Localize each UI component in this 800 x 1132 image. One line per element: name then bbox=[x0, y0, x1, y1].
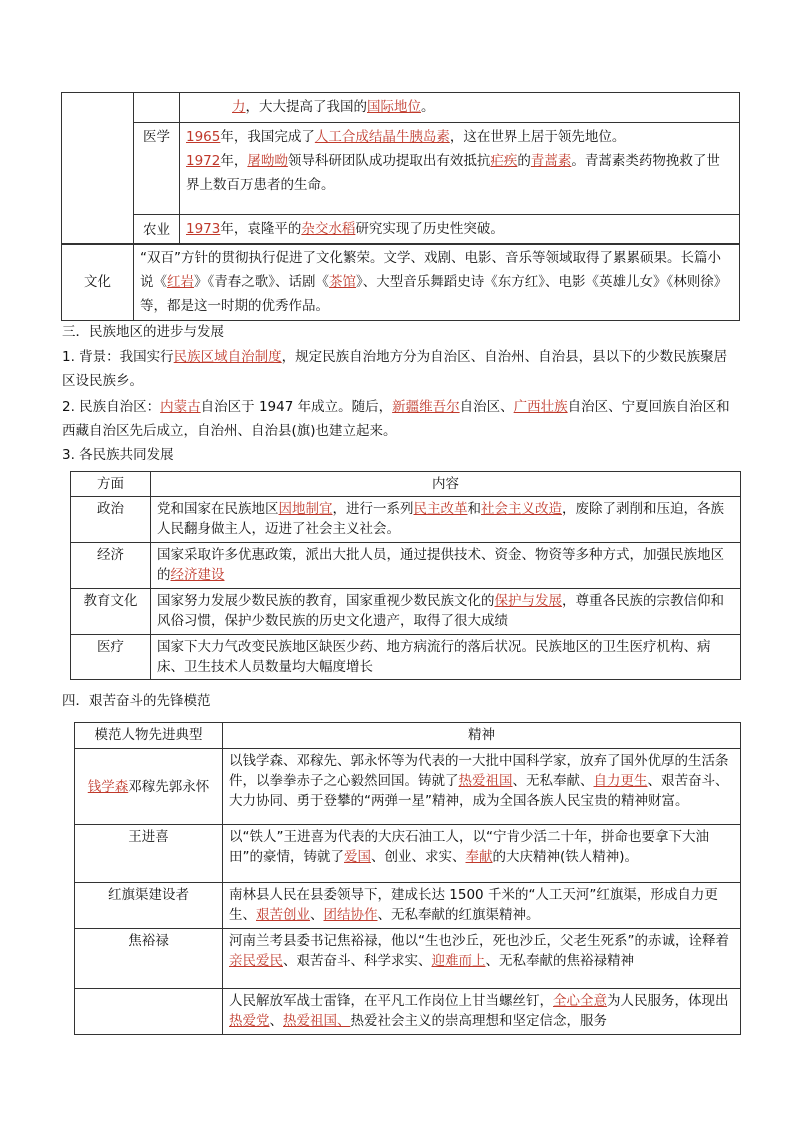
field-cell: 医学 bbox=[134, 123, 180, 215]
text-run: 焦裕禄 bbox=[128, 933, 169, 949]
text-run: 、无私奉献、 bbox=[512, 773, 594, 789]
highlighted-term: 爱国 bbox=[344, 849, 371, 865]
highlighted-term: 红岩 bbox=[167, 274, 194, 290]
aspect-cell: 政治 bbox=[71, 497, 151, 543]
rich-cell bbox=[75, 883, 223, 929]
text-run: 和 bbox=[467, 501, 481, 517]
highlighted-term: 1965 bbox=[186, 129, 221, 145]
text-run: “双百”方针的贯彻执行促进了文化繁荣。文学、戏剧、电影、音乐等领域取得了累累硕果。长篇小说《 bbox=[140, 250, 721, 290]
highlighted-term: 热爱祖国、 bbox=[283, 1013, 351, 1029]
highlighted-term: 全心全意 bbox=[553, 993, 607, 1009]
text-run: 自治区、 bbox=[459, 399, 514, 415]
rich-cell bbox=[134, 244, 740, 321]
section-title: 三．民族地区的进步与发展 bbox=[62, 324, 224, 340]
text-run: 的 bbox=[517, 153, 531, 169]
text-run: 、 bbox=[269, 1013, 283, 1029]
text-run: 为人民服务，体现出 bbox=[607, 993, 729, 1009]
text-run: ，规定民族自治地方分为自治区、自治州、自治县，县以下的少数民族聚居区设民族乡。 bbox=[62, 349, 728, 389]
achievements-table bbox=[61, 92, 740, 245]
text-run: 南林县人民在县委领导下，建成长达 1500 千米的“人工天河”红旗渠，形成自力更生、 bbox=[229, 887, 718, 923]
rich-cell bbox=[186, 149, 733, 197]
highlighted-term: 民主改革 bbox=[413, 501, 468, 517]
highlighted-term: 艰苦创业 bbox=[256, 907, 310, 923]
text-run: 。青蒿素类药物挽救了世界上数百万患者的生命。 bbox=[186, 153, 720, 193]
highlighted-term: 疟疾 bbox=[490, 153, 518, 169]
subheading: 3. 各民族共同发展 bbox=[62, 447, 174, 463]
text-run: ，尊重各民族的宗教信仰和风俗习惯，保护少数民族的历史文化遗产，取得了很大成绩 bbox=[157, 593, 724, 629]
highlighted-term: 保护与发展 bbox=[494, 593, 562, 609]
highlighted-term: 国际地位 bbox=[367, 99, 421, 115]
highlighted-term: 1972 bbox=[186, 153, 221, 169]
culture-table bbox=[61, 243, 740, 321]
aspect-cell: 医疗 bbox=[71, 635, 151, 680]
highlighted-term: 自力更生 bbox=[593, 773, 648, 789]
role-models-table bbox=[74, 722, 741, 1035]
ethnic-development-table bbox=[70, 471, 741, 680]
rich-cell bbox=[151, 635, 741, 680]
table-header: 精神 bbox=[223, 723, 741, 749]
highlighted-term: 力 bbox=[232, 99, 246, 115]
highlighted-term: 广西壮族 bbox=[513, 399, 568, 415]
culture-label: 文化 bbox=[62, 244, 134, 321]
rich-cell bbox=[151, 543, 741, 589]
text-run: 。 bbox=[421, 99, 435, 115]
text-run: ，进行一系列 bbox=[332, 501, 414, 517]
text-run: ，大大提高了我国的 bbox=[245, 99, 367, 115]
highlighted-term: 经济建设 bbox=[170, 567, 225, 583]
rich-cell bbox=[223, 749, 741, 825]
highlighted-term: 人工合成结晶牛胰岛素 bbox=[314, 129, 450, 145]
rich-cell bbox=[62, 395, 738, 443]
text-run: 、艰苦奋斗、科学求实、 bbox=[283, 953, 432, 969]
text-run: 热爱社会主义的崇高理想和坚定信念，服务 bbox=[350, 1013, 607, 1029]
text-run: ，这在世界上居于领先地位。 bbox=[449, 129, 626, 145]
table-header: 方面 bbox=[71, 472, 151, 497]
rich-cell bbox=[75, 929, 223, 989]
category-cell-empty bbox=[62, 93, 134, 245]
text-run: 以钱学森、邓稼先、郭永怀等为代表的一大批中国科学家，放弃了国外优厚的生活条件，以拳拳赤子之心毅然回国。铸就了 bbox=[229, 753, 729, 789]
text-run: 年，我国完成了 bbox=[220, 129, 315, 145]
text-run: 人民解放军战士雷锋，在平凡工作岗位上甘当螺丝钉， bbox=[229, 993, 553, 1009]
rich-cell bbox=[223, 825, 741, 883]
field-cell bbox=[134, 93, 180, 123]
highlighted-term: 热爱祖国 bbox=[458, 773, 513, 789]
section-title: 四．艰苦奋斗的先锋模范 bbox=[62, 693, 211, 709]
text-run: 1. 背景：我国实行 bbox=[62, 349, 174, 365]
text-run: 自治区于 1947 年成立。随后， bbox=[200, 399, 393, 415]
highlighted-term: 社会主义改造 bbox=[481, 501, 562, 517]
highlighted-term: 热爱党 bbox=[229, 1013, 270, 1029]
text-run: 、无私奉献的焦裕禄精神 bbox=[485, 953, 634, 969]
rich-cell bbox=[223, 989, 741, 1035]
highlighted-term: 迎难而上 bbox=[431, 953, 486, 969]
text-run: 领导科研团队成功提取出有效抵抗 bbox=[287, 153, 491, 169]
rich-cell bbox=[75, 749, 223, 825]
rich-cell bbox=[223, 929, 741, 989]
aspect-cell: 经济 bbox=[71, 543, 151, 589]
highlighted-term: 内蒙古 bbox=[160, 399, 201, 415]
text-run: 王进喜 bbox=[128, 829, 169, 845]
text-run: 国家采取许多优惠政策，派出大批人员，通过提供技术、资金、物资等多种方式，加强民族地区的 bbox=[157, 547, 724, 583]
text-run: 、无私奉献的红旗渠精神。 bbox=[377, 907, 540, 923]
highlighted-term: 茶馆 bbox=[329, 274, 356, 290]
rich-cell bbox=[180, 93, 740, 123]
text-run: 党和国家在民族地区 bbox=[157, 501, 279, 517]
table-header: 模范人物先进典型 bbox=[75, 723, 223, 749]
highlighted-term: 新疆维吾尔 bbox=[392, 399, 460, 415]
text-run: 、艰苦奋斗、大力协同、勇于登攀的“两弹一星”精神，成为全国各族人民宝贵的精神财富。 bbox=[229, 773, 729, 809]
highlighted-term: 钱学森 bbox=[87, 778, 129, 795]
text-run: 》《青春之歌》、话剧《 bbox=[194, 274, 329, 290]
field-cell: 农业 bbox=[134, 215, 180, 245]
text-run: 邓稼先郭永怀 bbox=[128, 778, 210, 795]
rich-cell bbox=[151, 589, 741, 635]
text-run: 河南兰考县委书记焦裕禄，他以“生也沙丘，死也沙丘，父老生死系”的赤诚，诠释着 bbox=[229, 933, 729, 949]
text-run: 国家努力发展少数民族的教育，国家重视少数民族文化的 bbox=[157, 593, 495, 609]
highlighted-term: 民族区域自治制度 bbox=[173, 349, 282, 365]
text-run: ，废除了剥削和压迫，各族人民翻身做主人，迈进了社会主义社会。 bbox=[157, 501, 724, 537]
text-run: 》、大型音乐舞蹈史诗《东方红》、电影《英雄儿女》《林则徐》等，都是这一时期的优秀作品。 bbox=[140, 274, 728, 314]
text-run: 2. 民族自治区： bbox=[62, 399, 161, 415]
rich-cell bbox=[180, 215, 740, 245]
table-header: 内容 bbox=[151, 472, 741, 497]
text-run: 以“铁人”王进喜为代表的大庆石油工人，以“宁肯少活二十年，拼命也要拿下大油田”的豪情，铸就了 bbox=[229, 829, 709, 865]
text-run: 、创业、求实、 bbox=[371, 849, 466, 865]
text-run: 红旗渠建设者 bbox=[108, 887, 189, 903]
rich-cell bbox=[62, 345, 738, 393]
aspect-cell: 教育文化 bbox=[71, 589, 151, 635]
medicine-cell bbox=[180, 123, 740, 215]
highlighted-term: 亲民爱民 bbox=[229, 953, 283, 969]
text-run: 国家下大力气改变民族地区缺医少药、地方病流行的落后状况。民族地区的卫生医疗机构、病床、卫生技术人员数量均大幅度增长 bbox=[157, 639, 711, 675]
text-run: 的大庆精神(铁人精神)。 bbox=[492, 849, 639, 865]
highlighted-term: 奉献 bbox=[465, 849, 493, 865]
highlighted-term: 团结协作 bbox=[323, 907, 378, 923]
highlighted-term: 1973 bbox=[186, 221, 221, 237]
highlighted-term: 屠呦呦 bbox=[247, 153, 288, 169]
text-run: 自治区、宁夏回族自治区和西藏自治区先后成立，自治州、自治县(旗)也建立起来。 bbox=[62, 399, 730, 439]
highlighted-term: 因地制宜 bbox=[278, 501, 333, 517]
rich-cell bbox=[223, 883, 741, 929]
text-run: 年， bbox=[220, 153, 248, 169]
rich-cell bbox=[75, 825, 223, 883]
text-run: 年，袁隆平的 bbox=[220, 221, 302, 237]
rich-cell bbox=[151, 497, 741, 543]
highlighted-term: 杂交水稻 bbox=[301, 221, 356, 237]
rich-cell bbox=[186, 125, 733, 149]
highlighted-term: 青蒿素 bbox=[530, 153, 572, 169]
text-run: 研究实现了历史性突破。 bbox=[355, 221, 504, 237]
rich-cell bbox=[75, 989, 223, 1035]
text-run: 、 bbox=[310, 907, 324, 923]
